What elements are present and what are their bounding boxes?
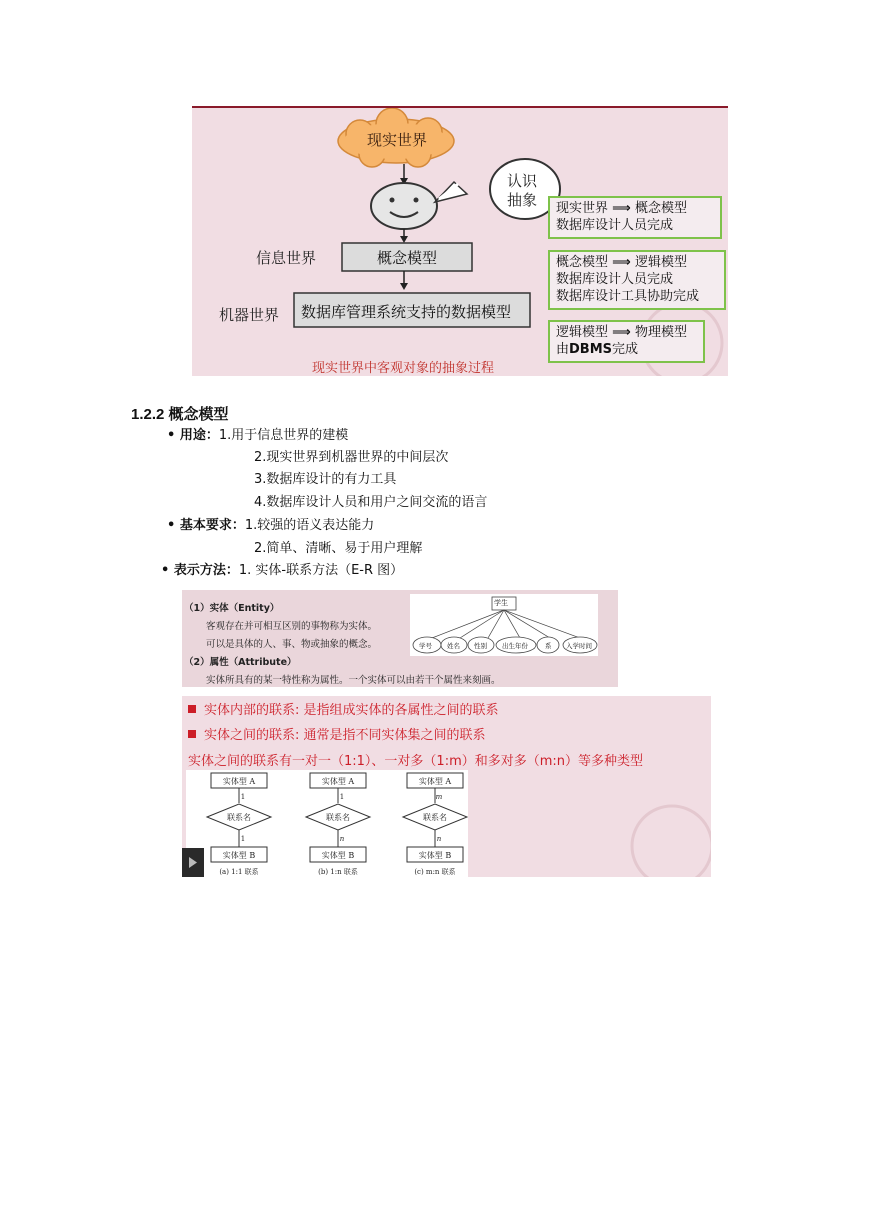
entity-a-label: 实体型 A (418, 777, 452, 786)
bubble-line-2: 抽象 (507, 191, 538, 209)
req-item-2: 2.简单、清晰、易于用户理解 (254, 541, 423, 556)
cloud-label: 现实世界 (367, 131, 428, 149)
relationship-label: 联系名 (423, 813, 447, 822)
entity-def-1: 客观存在并可相互区别的事物称为实体。 (206, 621, 378, 632)
red-bullet-icon (188, 730, 196, 738)
attr-label-5: 系 (545, 642, 552, 650)
use-item-1: 1.用于信息世界的建模 (218, 428, 349, 443)
diagram-caption: (a) 1:1 联系 (219, 868, 259, 876)
diagram-caption: (b) 1:n 联系 (318, 868, 358, 876)
entity-attribute-slide (182, 590, 618, 687)
entity-b-label: 实体型 B (418, 851, 452, 860)
mapping-box-2 (548, 250, 726, 310)
attr-label-1: 学号 (419, 642, 432, 650)
cardinality-bottom: 1 (240, 835, 246, 843)
mapping-box-3-line-2: 由DBMS完成 (556, 342, 639, 357)
bubble-line-1: 认识 (507, 172, 538, 190)
cardinality-top: 1 (240, 793, 246, 801)
mapping-box-2-line-2: 数据库设计人员完成 (556, 272, 674, 287)
mapping-box-1-line-1: 现实世界 ⟹ 概念模型 (556, 201, 687, 216)
req-label: • 基本要求： (167, 518, 245, 533)
student-er-diagram (410, 594, 598, 656)
req-item-1: 1.较强的语义表达能力 (244, 518, 375, 533)
relationship-slide (182, 696, 711, 877)
uses-label: • 用途： (167, 428, 219, 443)
cardinality-bottom: n (436, 835, 442, 843)
er-diagram-svg (186, 770, 468, 877)
attr-label-2: 姓名 (447, 642, 460, 650)
entity-b-label: 实体型 B (222, 851, 256, 860)
info-world-label: 信息世界 (256, 249, 317, 267)
method-row (161, 562, 403, 580)
watermark-seal-2 (632, 806, 711, 877)
speech-bubble (435, 159, 560, 219)
video-play-handle[interactable] (182, 848, 204, 877)
dbms-box-label: 数据库管理系统支持的数据模型 (301, 303, 512, 321)
cardinality-top: m (435, 793, 443, 801)
method-label: • 表示方法： (161, 563, 239, 578)
machine-world-label: 机器世界 (219, 306, 280, 324)
relationship-label: 联系名 (326, 813, 350, 822)
red-bullet-icon (188, 705, 196, 713)
use-item-4: 4.数据库设计人员和用户之间交流的语言 (254, 495, 488, 510)
section-title: 1.2.2 概念模型 (131, 406, 229, 423)
use-item-3: 3.数据库设计的有力工具 (254, 472, 397, 487)
relation-line-2: 实体之间的联系: 通常是指不同实体集之间的联系 (188, 724, 486, 743)
mapping-box-2-line-3: 数据库设计工具协助完成 (556, 289, 700, 304)
attribute-def: 实体所具有的某一特性称为属性。一个实体可以由若干个属性来刻画。 (206, 675, 501, 686)
req-row-1 (167, 517, 374, 535)
method-item: 1. 实体-联系方法（E-R 图） (238, 563, 404, 578)
mapping-box-3 (548, 320, 705, 363)
play-icon (182, 848, 204, 877)
uses-row-1 (167, 427, 348, 445)
entity-a-label: 实体型 A (321, 777, 355, 786)
entity-heading: （1）实体（Entity） (184, 603, 280, 614)
mapping-box-1-line-2: 数据库设计人员完成 (556, 218, 674, 233)
mapping-box-1 (548, 196, 722, 239)
abstraction-process-slide (192, 106, 728, 376)
relationship-label: 联系名 (227, 813, 251, 822)
student-label: 学生 (494, 599, 508, 607)
mapping-box-3-line-1: 逻辑模型 ⟹ 物理模型 (556, 325, 687, 340)
mapping-box-2-line-1: 概念模型 ⟹ 逻辑模型 (556, 255, 687, 270)
attribute-heading: （2）属性（Attribute） (184, 657, 297, 668)
attr-label-4: 出生年份 (502, 642, 528, 650)
cardinality-bottom: n (339, 835, 345, 843)
concept-box-label: 概念模型 (377, 249, 438, 267)
diagram-caption: (c) m:n 联系 (414, 868, 456, 876)
attr-label-3: 性别 (474, 642, 487, 650)
entity-a-label: 实体型 A (222, 777, 256, 786)
relation-line-3: 实体之间的联系有一对一（1:1）、一对多（1:m）和多对多（m:n）等多种类型 (188, 754, 644, 769)
use-item-2: 2.现实世界到机器世界的中间层次 (254, 450, 449, 465)
entity-b-label: 实体型 B (321, 851, 355, 860)
attr-label-6: 入学时间 (566, 642, 592, 650)
slide-caption: 现实世界中客观对象的抽象过程 (312, 361, 495, 376)
smiley-face-icon (371, 183, 437, 229)
entity-def-2: 可以是具体的人、事、物或抽象的概念。 (206, 639, 378, 650)
relation-line-1: 实体内部的联系: 是指组成实体的各属性之间的联系 (188, 699, 499, 718)
relationship-er-diagrams (186, 770, 468, 877)
cardinality-top: 1 (339, 793, 345, 801)
